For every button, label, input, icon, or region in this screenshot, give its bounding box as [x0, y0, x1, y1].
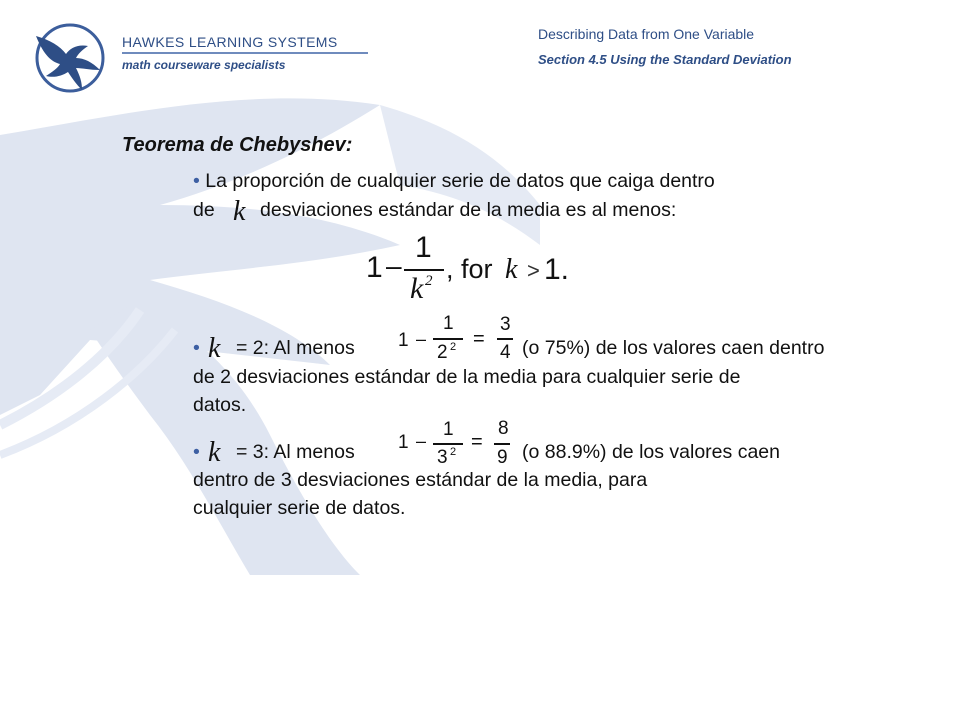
formula-gt: > [527, 258, 540, 283]
section-title: Section 4.5 Using the Standard Deviation [538, 52, 792, 67]
example1-result-den: 4 [500, 342, 511, 363]
example1-line-3: datos. [193, 394, 247, 416]
example2-tail: (o 88.9%) de los valores caen [522, 441, 780, 463]
example1-result-num: 3 [500, 314, 511, 335]
company-tagline: math courseware specialists [122, 58, 286, 72]
k-variable: k [233, 196, 246, 227]
company-name: HAWKES LEARNING SYSTEMS [122, 34, 338, 50]
k-variable: k [208, 437, 221, 468]
chapter-title: Describing Data from One Variable [538, 26, 755, 42]
example2-exponent: 2 [450, 446, 457, 458]
bullet-icon: • [193, 441, 200, 463]
example2-denominator: 3 [437, 447, 448, 468]
example2-fraction-bar [433, 443, 463, 445]
intro-text-1: La proporción de cualquier serie de datos que caiga dentro [205, 170, 715, 192]
example1-numerator: 1 [443, 313, 454, 334]
theorem-title: Teorema de Chebyshev: [122, 134, 353, 156]
example2-line-2: dentro de 3 desviaciones estándar de la media, para [193, 469, 648, 491]
intro-line-2b: desviaciones estándar de la media es al menos: [260, 199, 677, 221]
example1-exponent: 2 [450, 341, 457, 353]
example1-equals: = [473, 328, 485, 350]
example1-minus: – [416, 329, 427, 349]
formula-one: 1 [366, 251, 383, 284]
bullet-icon: • [193, 170, 200, 192]
example1-result-bar [497, 338, 513, 340]
intro-line-2a: de [193, 199, 215, 221]
example2-result-bar [494, 443, 510, 445]
example2-one: 1 [398, 432, 409, 453]
example2-numerator: 1 [443, 419, 454, 440]
formula-minus: – [386, 250, 402, 281]
formula-den-exp: 2 [425, 273, 433, 289]
formula-numerator: 1 [415, 231, 432, 264]
example1-denominator: 2 [437, 342, 448, 363]
example2-result-den: 9 [497, 447, 508, 468]
example1-one: 1 [398, 330, 409, 351]
example1-line-2: de 2 desviaciones estándar de la media para cualquier serie de [193, 366, 741, 388]
intro-line-1 [193, 170, 715, 193]
example2-line-3: cualquier serie de datos. [193, 497, 406, 519]
example1-k-value: = 2: Al menos [236, 337, 355, 359]
formula-fraction-bar [404, 269, 444, 271]
bullet-icon: • [193, 337, 200, 359]
formula-one-end: 1. [544, 253, 570, 286]
example2-k-value: = 3: Al menos [236, 441, 355, 463]
formula-k: k [505, 254, 518, 285]
formula-for: , for [446, 254, 493, 284]
example1-fraction-bar [433, 338, 463, 340]
example1-tail: (o 75%) de los valores caen dentro [522, 337, 825, 359]
formula-den-k: k [410, 272, 424, 305]
example2-equals: = [471, 431, 483, 453]
example2-minus: – [416, 431, 427, 451]
k-variable: k [208, 333, 221, 364]
example2-result-num: 8 [498, 418, 509, 439]
